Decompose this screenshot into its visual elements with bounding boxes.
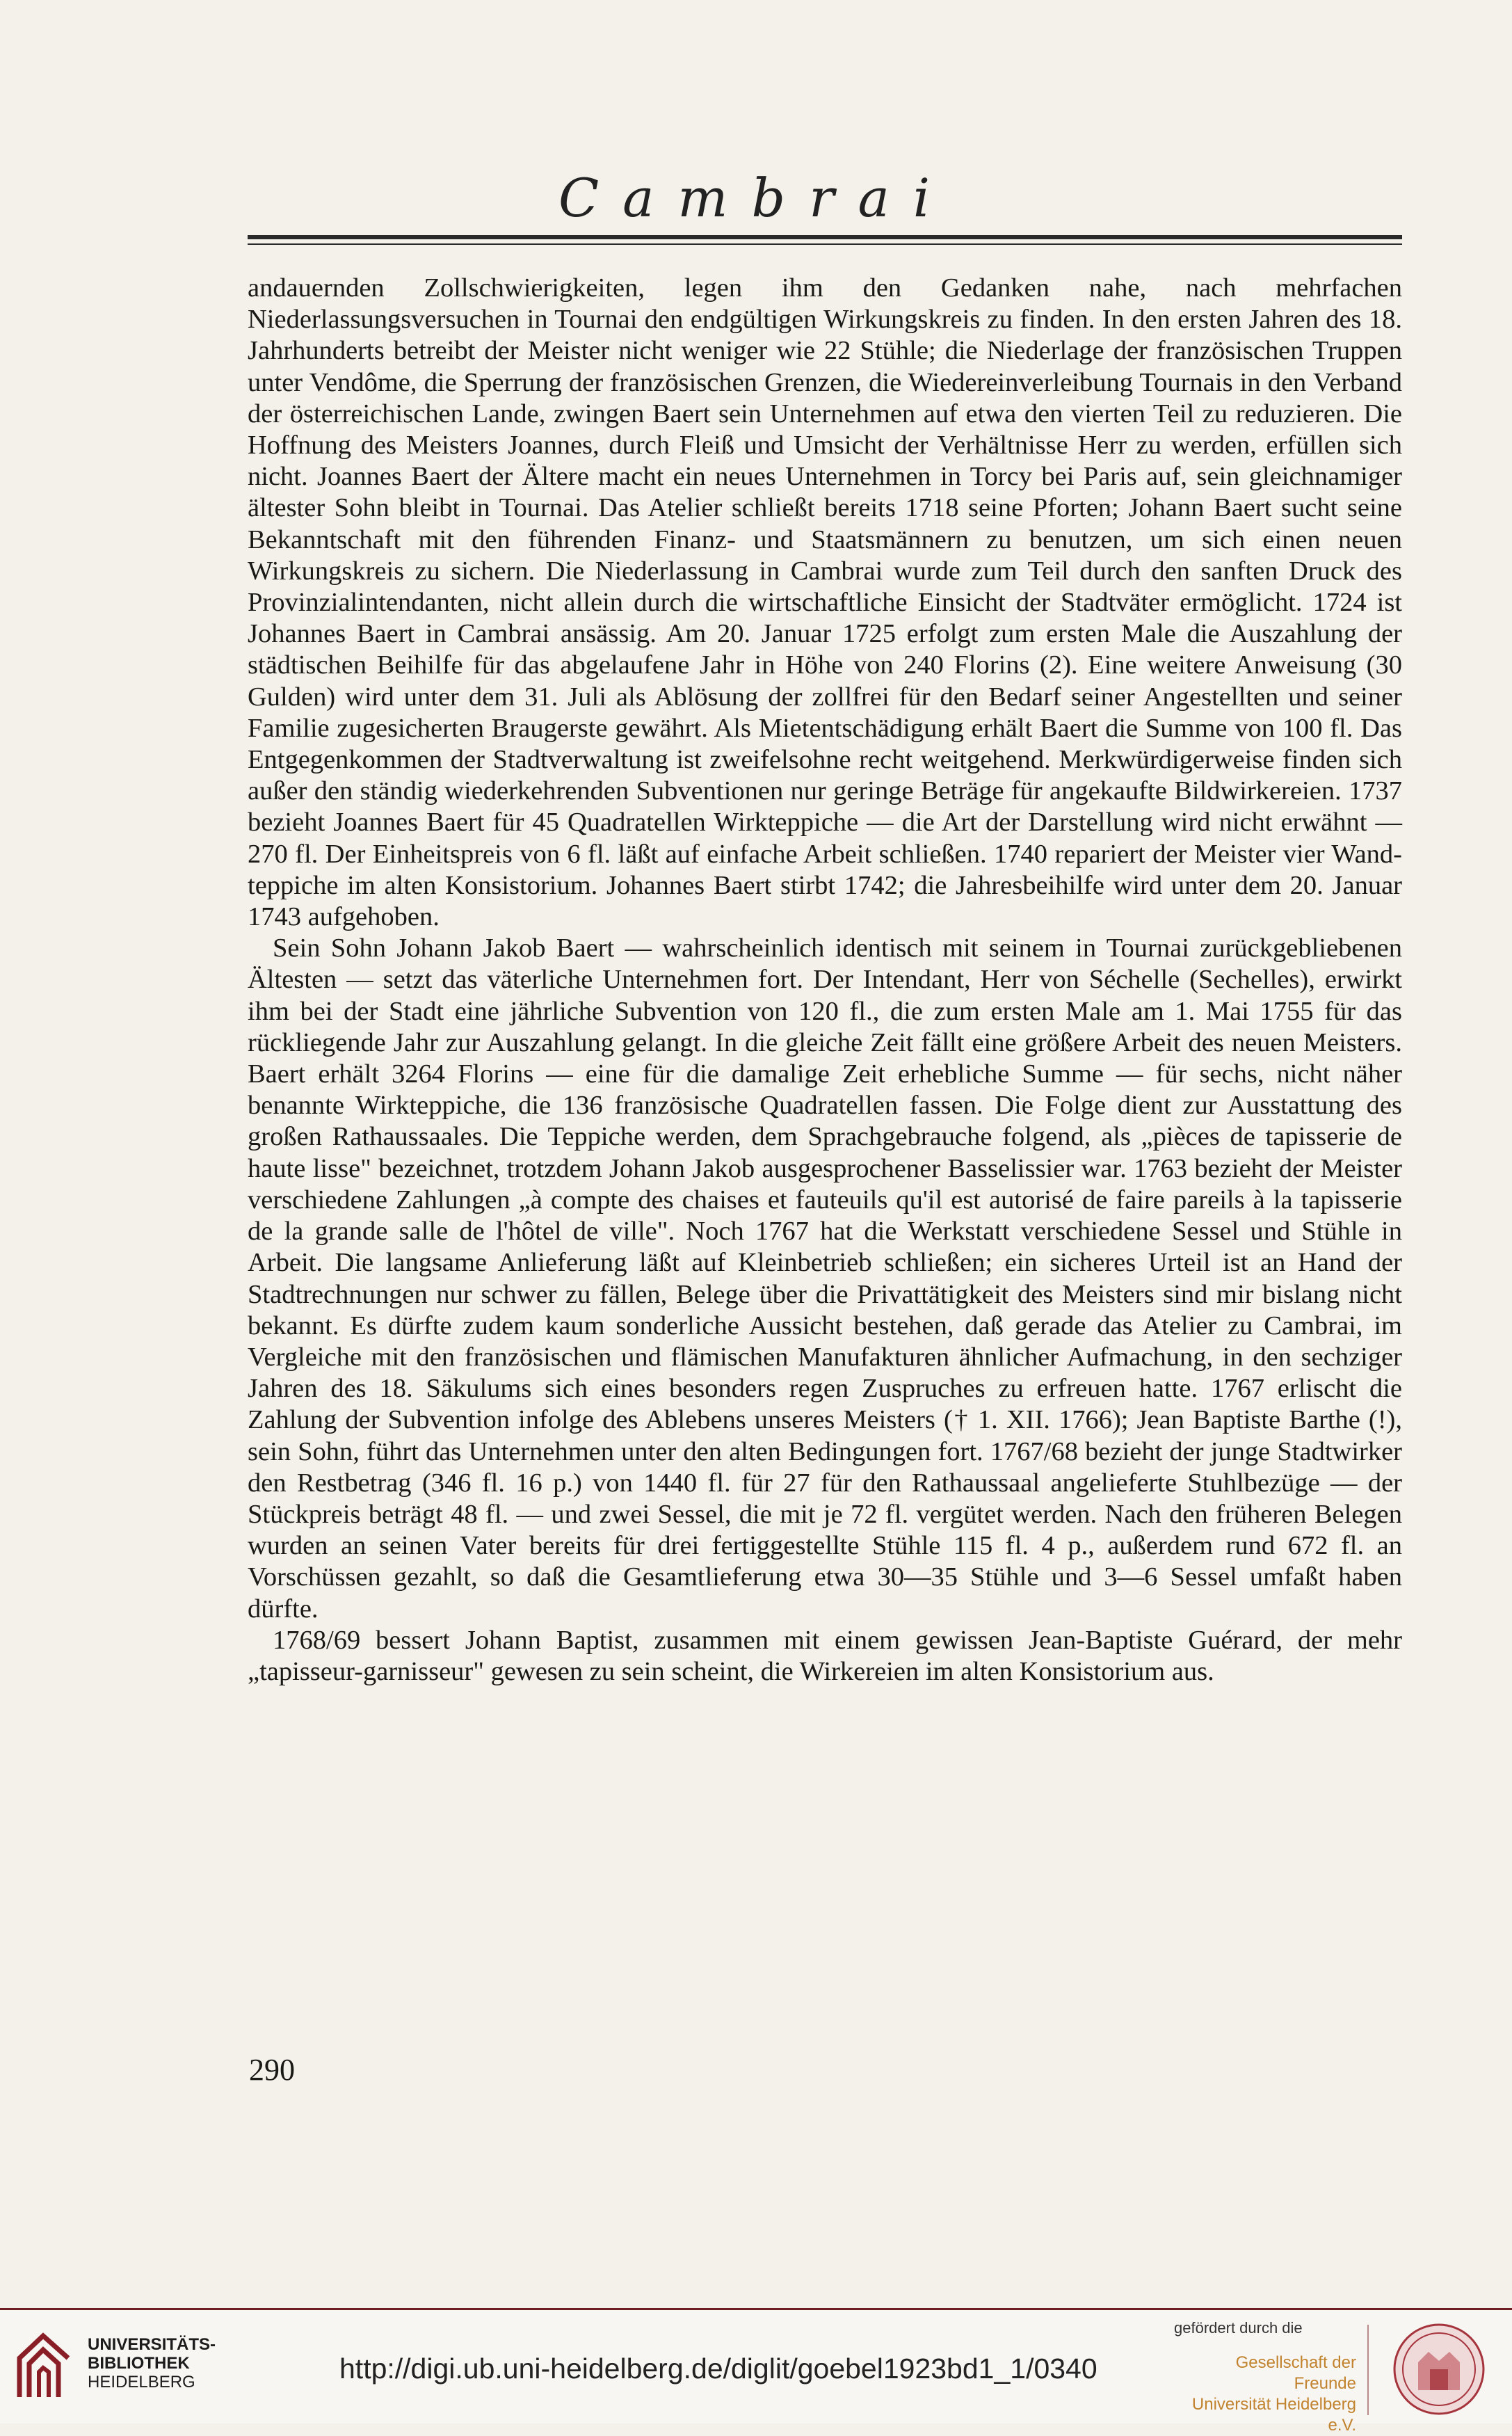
sponsor-name — [1174, 2353, 1356, 2436]
paragraph-2: Sein Sohn Johann Jakob Baert — wahrscheinlich identisch mit seinem in Tournai zurückgebliebenen Ältesten — setzt das väterliche Unternehmen fort. Der Intendant, Herr von Séchelle (Sechelles), erwirkt ihm bei der Stadt eine jährliche Subvention von 120 fl., die zum ersten Male am 1. Mai 1755 für das rückliegende Jahr zur Auszahlung gelangt. In die gleiche Zeit fällt eine größere Arbeit des neuen Meisters. Baert erhält 3264 Florins — eine für die damalige Zeit erhebliche Summe — für sechs, nicht näher benannte Wirkteppiche, die 136 französische Quadratellen fassen. Die Folge dient zur Ausstattung des großen Rathaussaales. Die Teppiche werden, dem Sprachgebrauche folgend, als „pièces de tapisserie de haute lisse" bezeichnet, trotzdem Johann Jakob ausgesprochener Basselissier war. 1763 bezieht der Meister verschiedene Zahlungen „à compte des chaises et fauteuils qu'il est autorisé de faire pareils à la tapisserie de la grande salle de l'hôtel de ville". Noch 1767 hat die Werkstatt verschiedene Sessel und Stühle in Arbeit. Die langsame Anlieferung läßt auf Kleinbetrieb schließen; ein sicheres Urteil ist an Hand der Stadtrechnungen nur schwer zu fällen, Belege über die Privattätigkeit des Meisters sind mir bislang nicht bekannt. Es dürfte zudem kaum sonderliche Aussicht bestehen, daß gerade das Atelier zu Cambrai, im Vergleiche mit den französischen und flämischen Manufakturen ähnlicher Aufmachung, in den sechziger Jahren des 18. Säkulums sich eines besonders regen Zuspruches zu erfreuen hatte. 1767 erlischt die Zahlung der Subvention infolge des Ablebens unseres Meisters († 1. XII. 1766); Jean Baptiste Barthe (!), sein Sohn, führt das Unternehmen unter den alten Bedingungen fort. 1767/68 bezieht der junge Stadtwirker den Restbetrag (346 fl. 16 p.) von 1440 fl. für 27 für den Rathaussaal angelieferte Stuhlbezüge — der Stückpreis beträgt 48 fl. — und zwei Sessel, die mit je 72 fl. vergütet werden. Nach den früheren Belegen wurden an seinen Vater bereits für drei fertiggestellte Stühle 115 fl. 4 p., außerdem rund 672 fl. an Vorschüssen gezahlt, so daß die Gesamtlieferung etwa 30—35 Stühle und 3—6 Sessel umfaßt haben dürfte. — [248, 933, 1402, 1624]
university-seal-icon — [1387, 2321, 1491, 2418]
header-rule-thick — [248, 235, 1402, 239]
library-name-line-2: BIBLIOTHEK — [88, 2354, 190, 2373]
library-name — [88, 2335, 216, 2391]
sponsor-label: gefördert durch die — [1174, 2319, 1303, 2337]
paragraph-1: andauernden Zollschwierigkeiten, legen ihm den Gedanken nahe, nach mehrfachen Niederlassungsversuchen in Tournai den endgültigen Wirkungskreis zu finden. In den ersten Jahren des 18. Jahrhunderts betreibt der Meister nicht weniger wie 22 Stühle; die Niederlage der französischen Truppen unter Vendôme, die Sperrung der französischen Grenzen, die Wiedereinverleibung Tournais in den Verband der österreichischen Lande, zwingen Baert sein Unternehmen auf etwa den vierten Teil zu reduzieren. Die Hoffnung des Meisters Joannes, durch Fleiß und Umsicht der Verhältnisse Herr zu werden, erfüllen sich nicht. Joannes Baert der Ältere macht ein neues Unternehmen in Torcy bei Paris auf, sein gleichnamiger ältester Sohn bleibt in Tournai. Das Atelier schließt bereits 1718 seine Pforten; Johann Baert sucht seine Bekanntschaft mit den führenden Finanz- und Staatsmännern zu benutzen, um sich einen neuen Wirkungskreis zu sichern. Die Niederlassung in Cambrai wurde zum Teil durch den sanften Druck des Provinzialintendanten, nicht allein durch die wirtschaftliche Einsicht der Stadtväter ermöglicht. 1724 ist Johannes Baert in Cambrai ansässig. Am 20. Januar 1725 erfolgt zum ersten Male die Auszahlung der städtischen Beihilfe für das abgelaufene Jahr in Höhe von 240 Florins (2). Eine weitere Anweisung (30 Gulden) wird unter dem 31. Juli als Ablösung der zollfrei für den Bedarf seiner Angestellten und seiner Familie zugesicherten Braugerste gewährt. Als Mietentschädigung erhält Baert die Summe von 100 fl. Das Entgegenkommen der Stadtverwaltung ist zweifelsohne recht weitgehend. Merkwürdigerweise finden sich außer den ständig wiederkehrenden Subventionen nur geringe Beträge für angekaufte Bildwirkereien. 1737 bezieht Joannes Baert für 45 Quadratellen Wirkteppiche — die Art der Darstellung wird nicht erwähnt — 270 fl. Der Einheitspreis von 6 fl. läßt auf einfache Arbeit schließen. 1740 repariert der Meister vier Wandteppiche im alten Konsistorium. Johannes Baert stirbt 1742; die Jahresbeihilfe wird unter dem 20. Januar 1743 aufgehoben. — [248, 273, 1402, 932]
footer-divider — [0, 2308, 1512, 2310]
paragraph-3: 1768/69 bessert Johann Baptist, zusammen mit einem gewissen Jean-Baptiste Guérard, der mehr „tapisseur-garnisseur" gewesen zu sein scheint, die Wirkereien im alten Konsistorium aus. — [248, 1625, 1402, 1686]
sponsor-divider — [1367, 2325, 1369, 2415]
sponsor-name-line-1: Gesellschaft der Freunde — [1235, 2353, 1356, 2393]
running-title: Cambrai — [558, 167, 954, 229]
body-text — [248, 273, 1402, 1688]
header-rule-thin — [248, 243, 1402, 245]
sponsor-name-line-2: Universität Heidelberg e.V. — [1191, 2395, 1356, 2435]
ub-heidelberg-logo-icon — [15, 2330, 72, 2400]
page-number: 290 — [249, 2053, 295, 2087]
library-name-line-1: UNIVERSITÄTS- — [88, 2335, 216, 2354]
library-name-line-3: HEIDELBERG — [88, 2373, 195, 2391]
permalink-url[interactable]: http://digi.ub.uni-heidelberg.de/diglit/goebel1923bd1_1/0340 — [339, 2353, 1097, 2385]
